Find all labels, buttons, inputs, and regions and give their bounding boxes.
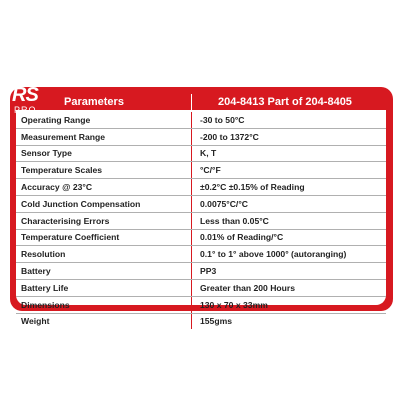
value-cell: 130 x 70 x 33mm xyxy=(192,296,387,313)
value-cell: K, T xyxy=(192,145,387,162)
table-row xyxy=(16,112,386,128)
logo-pro-text: PRO xyxy=(14,105,37,115)
param-cell: Temperature Scales xyxy=(16,162,192,179)
param-cell: Battery xyxy=(16,263,192,280)
header-parameters: Parameters xyxy=(64,96,124,108)
table-row xyxy=(16,229,386,246)
table-row xyxy=(16,162,386,179)
param-cell: Measurement Range xyxy=(16,128,192,145)
value-cell: Greater than 200 Hours xyxy=(192,279,387,296)
value-cell: 0.1° to 1° above 1000° (autoranging) xyxy=(192,246,387,263)
table-row xyxy=(16,212,386,229)
param-cell: Operating Range xyxy=(16,112,192,128)
param-cell: Weight xyxy=(16,313,192,329)
spec-table xyxy=(16,112,386,329)
table-row xyxy=(16,195,386,212)
header-part-number: 204-8413 Part of 204-8405 xyxy=(218,96,352,108)
table-row xyxy=(16,246,386,263)
param-cell: Resolution xyxy=(16,246,192,263)
value-cell: 0.01% of Reading/°C xyxy=(192,229,387,246)
param-cell: Sensor Type xyxy=(16,145,192,162)
table-row xyxy=(16,313,386,329)
value-cell: ±0.2°C ±0.15% of Reading xyxy=(192,179,387,196)
param-cell: Accuracy @ 23°C xyxy=(16,179,192,196)
value-cell: Less than 0.05°C xyxy=(192,212,387,229)
logo-rs-text: RS xyxy=(12,84,38,106)
param-cell: Battery Life xyxy=(16,279,192,296)
param-cell: Dimensions xyxy=(16,296,192,313)
table-row xyxy=(16,296,386,313)
param-cell: Characterising Errors xyxy=(16,212,192,229)
table-row xyxy=(16,279,386,296)
param-cell: Temperature Coefficient xyxy=(16,229,192,246)
param-cell: Cold Junction Compensation xyxy=(16,195,192,212)
table-row xyxy=(16,145,386,162)
value-cell: 155gms xyxy=(200,316,233,327)
header-divider xyxy=(191,94,192,111)
value-cell: °C/°F xyxy=(192,162,387,179)
value-cell: -30 to 50°C xyxy=(192,112,387,128)
value-cell: 0.0075°C/°C xyxy=(192,195,387,212)
table-row xyxy=(16,128,386,145)
value-cell: -200 to 1372°C xyxy=(192,128,387,145)
table-row xyxy=(16,179,386,196)
table-row xyxy=(16,263,386,280)
table-header xyxy=(16,94,386,112)
value-cell: PP3 xyxy=(192,263,387,280)
